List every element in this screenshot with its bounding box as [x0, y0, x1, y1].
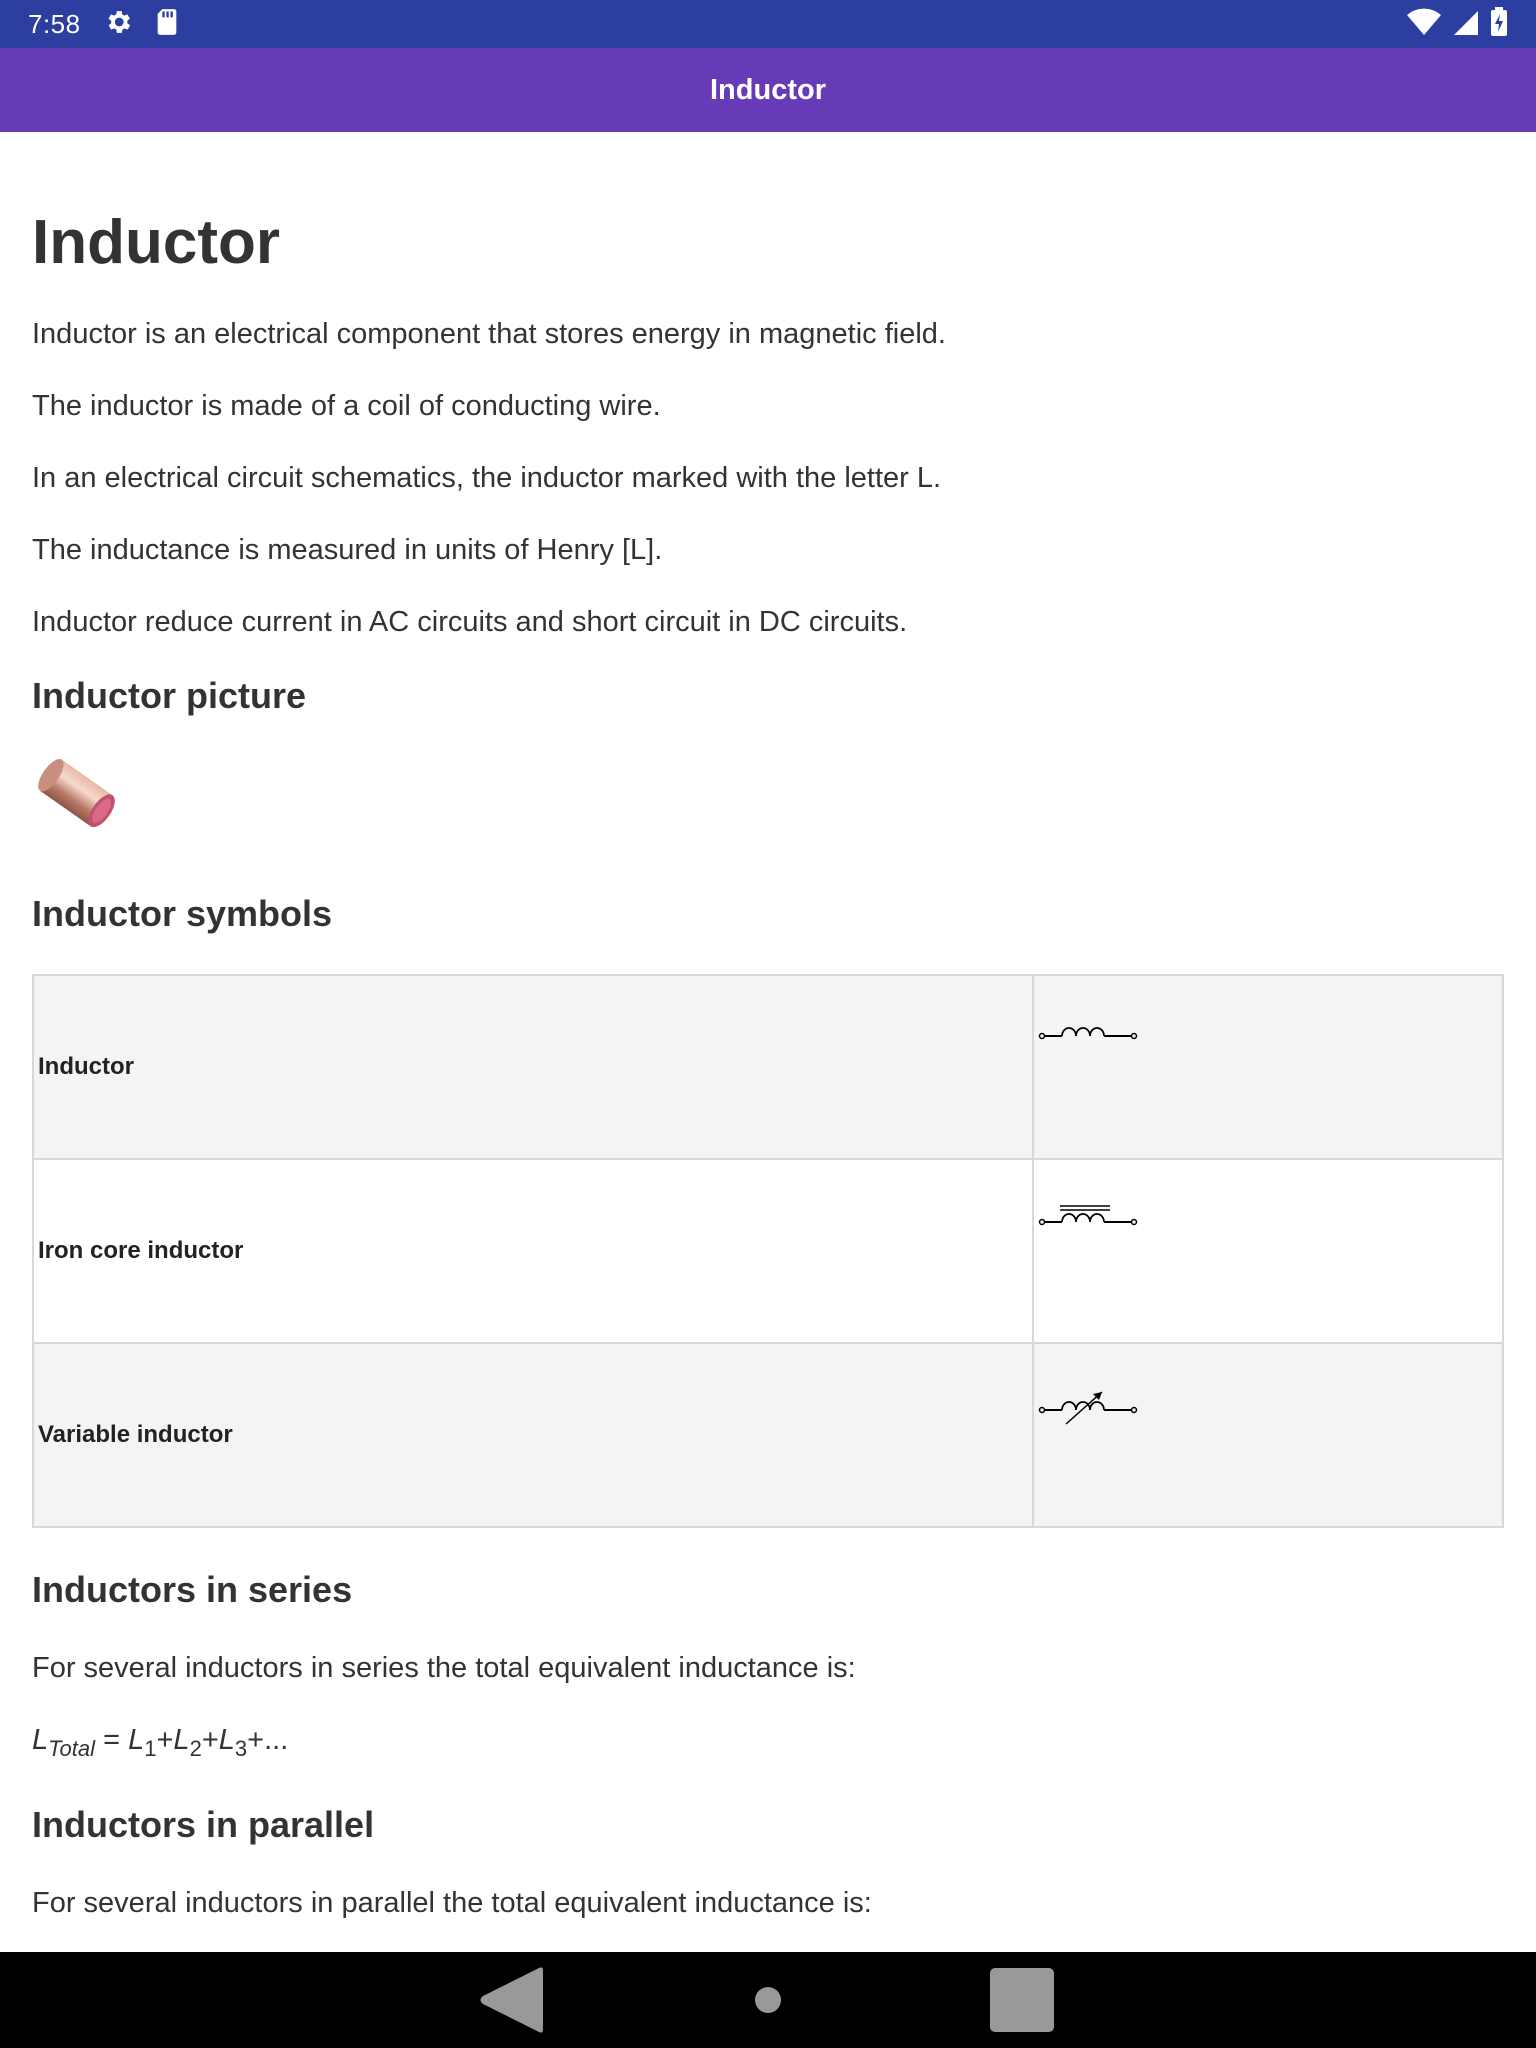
table-row: [33, 1159, 1503, 1343]
formula-lhs: L: [32, 1724, 49, 1756]
formula-term: L: [173, 1724, 190, 1756]
page-title: Inductor: [32, 208, 280, 277]
intro-paragraph: Inductor is an electrical component that stores energy in magnetic field.: [32, 318, 946, 350]
content-scroll-area[interactable]: [0, 132, 1536, 1952]
app-bar-title: Inductor: [710, 73, 826, 106]
table-row: [33, 1343, 1503, 1527]
inductor-picture: [32, 750, 132, 844]
table-row: [33, 975, 1503, 1159]
home-icon: [753, 1985, 783, 2015]
series-text: For several inductors in series the total equivalent inductance is:: [32, 1652, 856, 1684]
symbol-name: Variable inductor: [33, 1343, 1033, 1527]
status-time: 7:58: [28, 8, 81, 39]
iron-core-inductor-symbol-cell: [1033, 1159, 1503, 1343]
parallel-text: For several inductors in parallel the total equivalent inductance is:: [32, 1886, 872, 1919]
formula-term-sub: 3: [234, 1735, 248, 1761]
sd-card-icon: [155, 8, 179, 41]
intro-paragraph: In an electrical circuit schematics, the inductor marked with the letter L.: [32, 462, 942, 494]
formula-lhs-sub: Total: [48, 1735, 96, 1761]
app-bar: [0, 48, 1536, 132]
formula-tail: +...: [247, 1724, 289, 1756]
intro-paragraphs: [32, 314, 1504, 642]
back-button[interactable]: [470, 1952, 550, 2048]
formula-term-sub: 1: [144, 1735, 157, 1761]
recents-button[interactable]: [982, 1952, 1062, 2048]
navigation-bar: [0, 1952, 1536, 2048]
series-heading: Inductors in series: [32, 1569, 353, 1610]
formula-term: L: [218, 1724, 235, 1756]
intro-paragraph: The inductor is made of a coil of conducting wire.: [32, 390, 661, 422]
formula-plus: +: [201, 1724, 219, 1756]
inductor-symbol-cell: [1033, 975, 1503, 1159]
formula-term: L: [128, 1724, 145, 1756]
inductor-symbol: [1038, 1018, 1138, 1048]
formula-term-sub: 2: [189, 1735, 202, 1761]
parallel-heading: Inductors in parallel: [32, 1803, 375, 1845]
back-icon: [475, 1964, 545, 2036]
iron-core-inductor-symbol: [1038, 1202, 1138, 1232]
gear-icon: [103, 7, 133, 42]
symbols-heading: Inductor symbols: [32, 893, 333, 934]
recents-icon: [988, 1966, 1056, 2034]
symbol-name: Iron core inductor: [33, 1159, 1033, 1343]
wifi-icon: [1406, 8, 1442, 41]
status-right: [1406, 7, 1508, 42]
series-formula: [32, 1720, 1504, 1769]
variable-inductor-symbol-cell: [1033, 1343, 1503, 1527]
picture-heading: Inductor picture: [32, 675, 307, 716]
cell-signal-icon: [1452, 8, 1480, 41]
symbols-table: [32, 974, 1504, 1528]
symbol-name: Inductor: [33, 975, 1033, 1159]
variable-inductor-symbol: [1038, 1386, 1138, 1426]
home-button[interactable]: [728, 1952, 808, 2048]
status-bar: [0, 0, 1536, 48]
formula-equals: =: [95, 1724, 129, 1756]
intro-paragraph: Inductor reduce current in AC circuits and short circuit in DC circuits.: [32, 606, 908, 638]
formula-plus: +: [156, 1724, 174, 1756]
intro-paragraph: The inductance is measured in units of Henry [L].: [32, 534, 663, 566]
battery-charging-icon: [1490, 7, 1508, 42]
status-left: [28, 7, 179, 42]
